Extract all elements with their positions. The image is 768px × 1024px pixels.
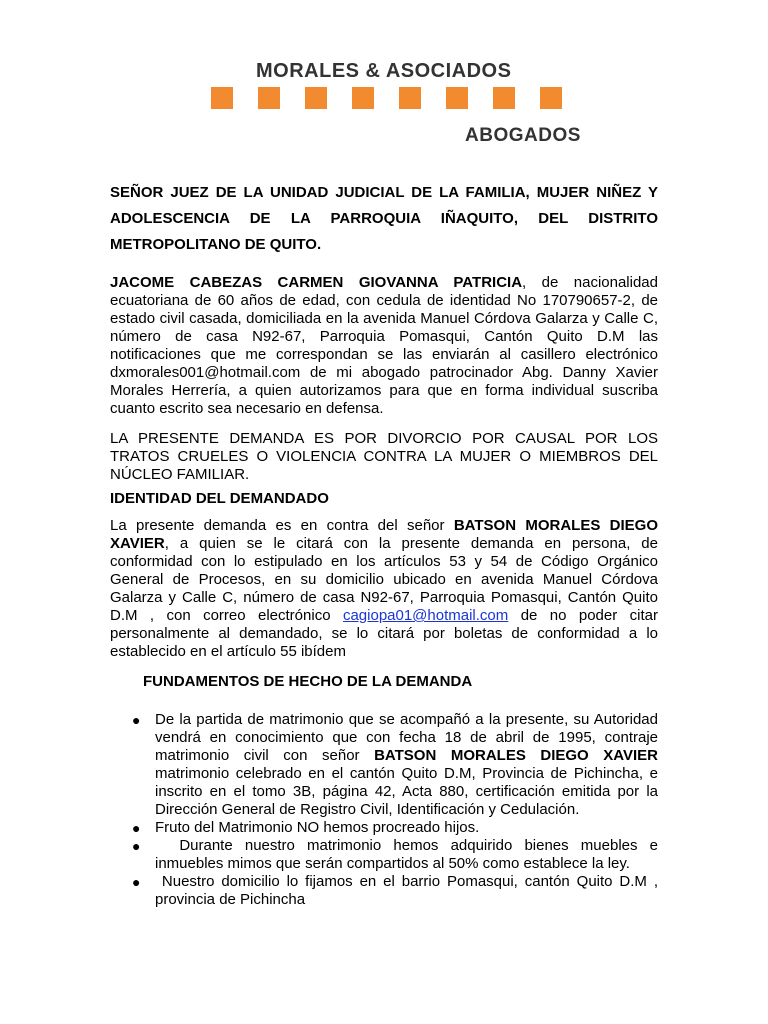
logo-square xyxy=(493,87,515,109)
logo-square xyxy=(446,87,468,109)
firm-name: MORALES & ASOCIADOS xyxy=(256,60,512,82)
fact-1-name: BATSON MORALES DIEGO XAVIER xyxy=(374,747,659,764)
logo-square xyxy=(305,87,327,109)
defendant-text-after: de no poder citar personalmente al demandado, se lo citará por boletas de conformidad a lo establecido en el artículo 55 ibídem xyxy=(110,607,658,660)
logo-square xyxy=(258,87,280,109)
fact-2: Fruto del Matrimonio NO hemos procreado hijos. xyxy=(155,819,480,836)
logo-square xyxy=(540,87,562,109)
defendant-paragraph xyxy=(110,517,658,661)
demand-statement: LA PRESENTE DEMANDA ES POR DIVORCIO POR CAUSAL POR LOS TRATOS CRUELES O VIOLENCIA CONTRA LA MUJER O MIEMBROS DEL NÚCLEO FAMILIAR. xyxy=(110,430,658,483)
court-heading: SEÑOR JUEZ DE LA UNIDAD JUDICIAL DE LA FAMILIA, MUJER NIÑEZ Y ADOLESCENCIA DE LA PARROQUIA IÑAQUITO, DEL DISTRITO METROPOLITANO DE QUITO. xyxy=(110,184,658,253)
list-item xyxy=(110,819,658,837)
bullet-icon: ● xyxy=(132,874,141,890)
defendant-text-before: La presente demanda es en contra del señor xyxy=(110,517,454,534)
list-item xyxy=(110,837,663,873)
list-item xyxy=(110,873,663,909)
logo-square xyxy=(352,87,374,109)
fact-1-after: matrimonio celebrado en el cantón Quito D.M, Provincia de Pichincha, e inscrito en el tomo 3B, página 42, Acta 880, certificación emitida por la Dirección General de Registro Civil, Identificación y Cedulación. xyxy=(155,765,658,818)
facts-section-title: FUNDAMENTOS DE HECHO DE LA DEMANDA xyxy=(143,673,473,690)
logo-square xyxy=(211,87,233,109)
bullet-icon: ● xyxy=(132,820,141,836)
plaintiff-details: , de nacionalidad ecuatoriana de 60 años de edad, con cedula de identidad No 170790657-2, de estado civil casada, domiciliada en la avenida Manuel Córdova Galarza y Calle C, número de casa N92-67, Parroquia Pomasqui, Cantón Quito D.M las notificaciones que me correspondan se las enviarán al casillero electrónico dxmorales001@hotmail.com de mi abogado patrocinador Abg. Danny Xavier Morales Herrería, a quien autorizamos para que en forma individual suscriba cuanto escrito sea necesario en defensa. xyxy=(110,274,658,417)
plaintiff-paragraph xyxy=(110,274,658,418)
bullet-icon: ● xyxy=(132,712,141,728)
plaintiff-name: JACOME CABEZAS CARMEN GIOVANNA PATRICIA xyxy=(110,274,523,291)
fact-3: Durante nuestro matrimonio hemos adquirido bienes muebles e inmuebles mimos que serán compartidos al 50% como establece la ley. xyxy=(155,837,663,872)
defendant-email-link[interactable]: cagiopa01@hotmail.com xyxy=(342,607,509,624)
list-item xyxy=(110,711,658,819)
letterhead xyxy=(0,0,768,150)
logo-squares xyxy=(211,87,561,109)
firm-subtitle: ABOGADOS xyxy=(465,125,581,146)
defendant-text-middle: , a quien se le citará con la presente demanda en persona, de conformidad con lo estipulado en los artículos 53 y 54 de Código Orgánico General de Procesos, en su domicilio ubicado en avenida Manuel Córdova Galarza y Calle C, número de casa N92-67, Parroquia Pomasqui, Cantón Quito D.M , con correo electrónico xyxy=(110,535,658,624)
fact-1-before: De la partida de matrimonio que se acompañó a la presente, su Autoridad vendrá en conocimiento que con fecha 18 de abril de 1995, contraje matrimonio civil con señor xyxy=(155,711,658,764)
document-body xyxy=(110,180,663,909)
defendant-section-title: IDENTIDAD DEL DEMANDADO xyxy=(110,490,329,507)
fact-4: Nuestro domicilio lo fijamos en el barrio Pomasqui, cantón Quito D.M , provincia de Pichincha xyxy=(155,873,663,908)
defendant-name: BATSON MORALES DIEGO XAVIER xyxy=(110,517,659,552)
bullet-icon: ● xyxy=(132,838,141,854)
logo-square xyxy=(399,87,421,109)
facts-list xyxy=(110,711,663,909)
